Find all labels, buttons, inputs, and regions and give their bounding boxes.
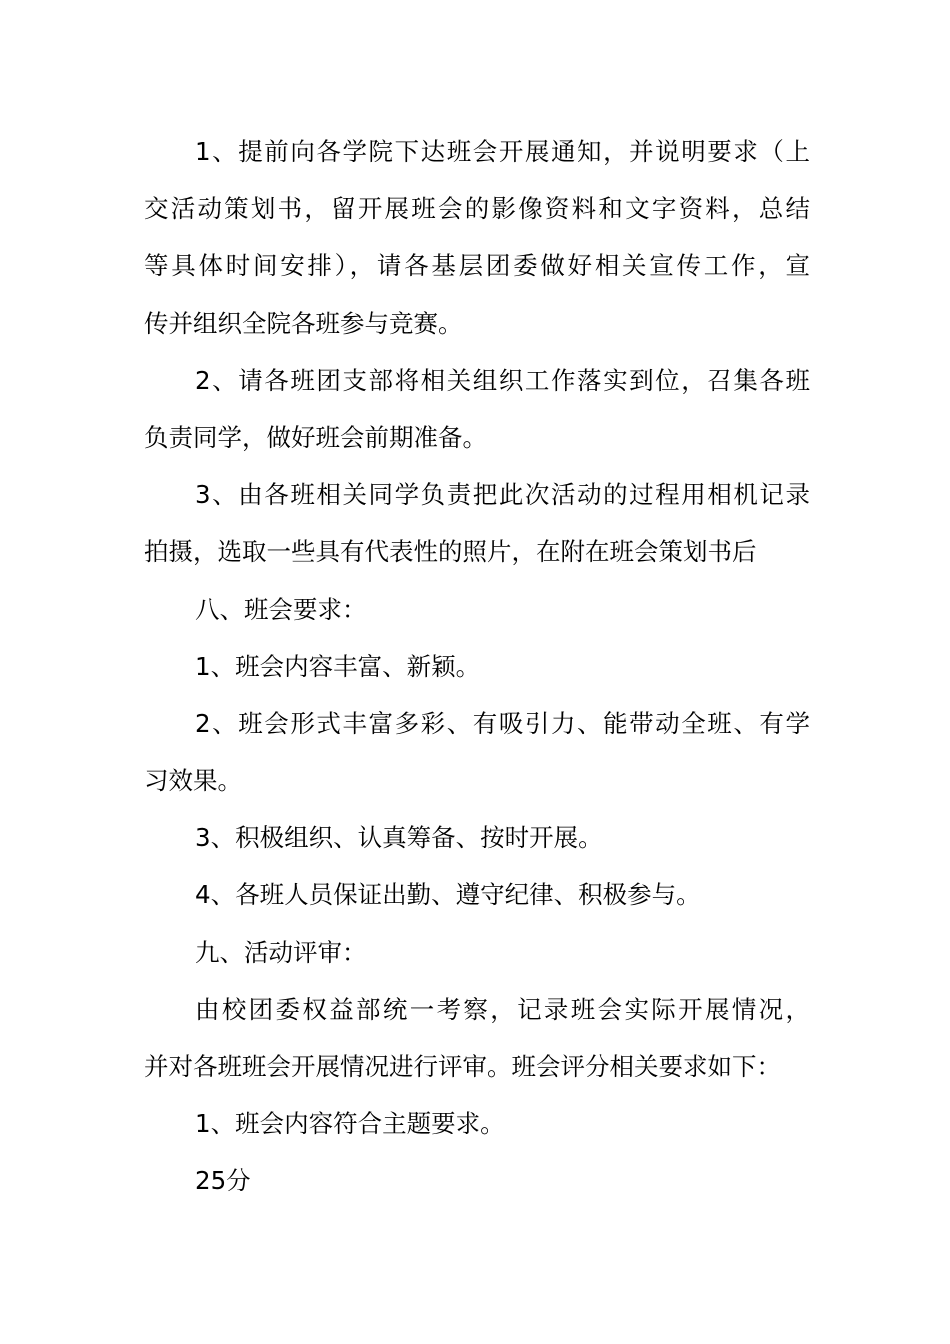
heading-text: 八、班会要求： [195,595,367,624]
text-line: 1、班会内容符合主题要求。 [195,1109,505,1138]
paragraph-evaluation [144,981,810,1095]
text-line: 拍摄，选取一些具有代表性的照片，在附在班会策划书后 [144,537,757,567]
text-line: 习效果。 [144,766,242,796]
heading-text: 九、活动评审： [195,938,367,967]
text-line: 交活动策划书，留开展班会的影像资料和文字资料，总结 [144,194,810,224]
text-line: 2、班会形式丰富多彩、有吸引力、能带动全班、有学 [195,709,810,738]
requirement-item [195,866,861,923]
text-line: 1、班会内容丰富、新颖。 [195,652,481,681]
text-line: 1、提前向各学院下达班会开展通知，并说明要求（上 [195,137,810,166]
text-line: 负责同学，做好班会前期准备。 [144,423,487,453]
text-line: 3、积极组织、认真筹备、按时开展。 [195,823,603,852]
paragraph-branch-organization [144,352,810,466]
paragraph-publicity-notice [144,123,810,352]
requirement-item [144,695,810,809]
text-line: 25分 [195,1166,251,1195]
requirement-item [195,638,861,695]
paragraph-photo-record [144,466,810,580]
text-line: 并对各班班会开展情况进行评审。班会评分相关要求如下： [144,1052,781,1082]
section-heading-evaluation [195,924,861,981]
text-line: 4、各班人员保证出勤、遵守纪律、积极参与。 [195,880,701,909]
text-line: 由校团委权益部统一考察，记录班会实际开展情况， [195,995,810,1024]
text-line: 2、请各班团支部将相关组织工作落实到位，召集各班 [195,366,810,395]
text-line: 等具体时间安排），请各基层团委做好相关宣传工作，宣 [144,251,810,281]
requirement-item [195,809,861,866]
text-line: 传并组织全院各班参与竞赛。 [144,308,463,338]
text-line: 3、由各班相关同学负责把此次活动的过程用相机记录 [195,480,810,509]
section-heading-requirements [195,581,861,638]
score-value [195,1152,861,1209]
scoring-item [195,1095,861,1152]
